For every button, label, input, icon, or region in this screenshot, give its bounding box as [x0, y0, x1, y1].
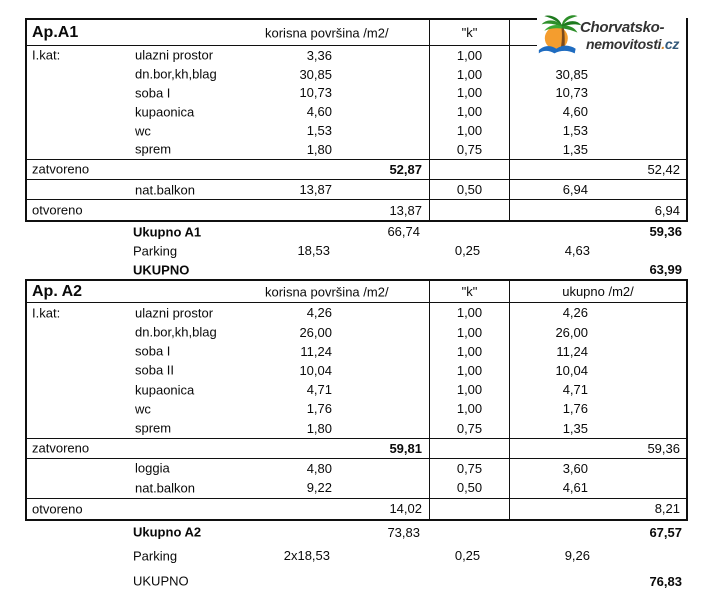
room-cell [27, 342, 429, 361]
total-cell [510, 84, 686, 103]
grand-total-label: UKUPNO [133, 262, 190, 278]
zatvoreno-cell [27, 439, 429, 458]
grand-total-label: UKUPNO [133, 573, 189, 589]
parking-area: 18,53 [297, 243, 330, 259]
grand-total-cell [25, 260, 427, 279]
ukupno-label: Ukupno A1 [133, 224, 202, 240]
a2-k-header-cell [429, 281, 510, 302]
otvoreno-area: 13,87 [389, 202, 422, 218]
area-value: 13,87 [299, 182, 332, 198]
k-cell [429, 459, 510, 479]
logo-line2-main: nemovitosti [586, 35, 662, 52]
area-value: 10,04 [299, 362, 332, 378]
area-value: 30,85 [299, 66, 332, 82]
k-cell [429, 46, 510, 65]
k-cell [427, 241, 508, 260]
total-value: 11,24 [556, 343, 588, 359]
table-row [27, 342, 686, 361]
parking-total: 4,63 [564, 243, 590, 259]
area-value: 3,36 [306, 47, 332, 63]
apartment-a2-table [25, 279, 688, 520]
zatvoreno-total: 59,36 [647, 440, 680, 456]
k-value: 0,75 [456, 141, 483, 157]
room-cell [27, 46, 429, 65]
total-value: 3,60 [562, 460, 588, 476]
ukupno-area: 66,74 [387, 224, 420, 240]
k-value: 1,00 [456, 47, 483, 63]
a2-parking-row [25, 544, 688, 568]
table-row [27, 322, 686, 341]
room-name: ulazni prostor [135, 47, 214, 63]
zatvoreno-cell [27, 160, 429, 179]
room-name: nat.balkon [135, 480, 195, 496]
otvoreno-total: 8,21 [654, 501, 680, 517]
a2-header-row [27, 281, 686, 303]
room-name: loggia [135, 460, 170, 476]
room-cell [27, 399, 429, 418]
k-value: 1,00 [456, 123, 483, 139]
total-cell [510, 499, 686, 519]
total-value: 4,71 [562, 382, 588, 398]
k-cell [429, 322, 510, 341]
room-name: sprem [135, 141, 172, 157]
parking-total: 9,26 [564, 548, 590, 564]
logo-line1: Chorvatsko- [580, 18, 665, 36]
k-cell [429, 342, 510, 361]
k-cell [429, 200, 510, 220]
total-value: 4,26 [562, 305, 588, 321]
total-cell [510, 200, 686, 220]
k-cell [429, 499, 510, 519]
a1-zatvoreno-row [27, 159, 686, 180]
a1-k-header: "k" [461, 25, 478, 40]
room-cell [27, 121, 429, 140]
total-value: 1,53 [562, 123, 588, 139]
a1-grand-total-row [25, 260, 688, 279]
zatvoreno-area: 52,87 [389, 161, 422, 177]
area-value: 4,80 [306, 460, 332, 476]
k-value: 0,75 [456, 420, 483, 436]
total-value: 10,73 [555, 85, 588, 101]
a1-ukupno-row [25, 222, 688, 241]
room-cell [27, 65, 429, 84]
table-row [27, 303, 686, 322]
area-value: 26,00 [299, 324, 332, 340]
room-name: soba I [135, 85, 171, 101]
total-value: 4,60 [562, 104, 588, 120]
total-value: 26,00 [555, 324, 588, 340]
total-cell [510, 459, 686, 479]
area-table-sheet [25, 18, 688, 595]
k-cell [429, 121, 510, 140]
room-cell [27, 361, 429, 380]
parking-k: 0,25 [454, 243, 481, 259]
total-value: 6,94 [562, 182, 588, 198]
logo-line2-tld: cz [664, 35, 680, 52]
total-cell [510, 478, 686, 498]
k-value: 1,00 [456, 362, 483, 378]
grand-total-value: 63,99 [649, 262, 682, 278]
k-value: 1,00 [456, 324, 483, 340]
ukupno-total: 59,36 [649, 224, 682, 240]
k-cell [429, 380, 510, 399]
room-name: ulazni prostor [135, 305, 214, 321]
k-value: 1,00 [456, 401, 483, 417]
room-cell [27, 102, 429, 121]
parking-k: 0,25 [454, 548, 481, 564]
total-cell [510, 439, 686, 458]
k-value: 1,00 [456, 104, 483, 120]
area-value: 1,80 [306, 141, 332, 157]
room-name: soba I [135, 343, 171, 359]
a1-title-cell [27, 20, 429, 45]
k-cell [429, 418, 510, 437]
logo-line2 [580, 36, 679, 52]
room-cell [27, 380, 429, 399]
total-value: 1,35 [562, 141, 588, 157]
k-cell [429, 439, 510, 458]
a1-title: Ap.A1 [32, 23, 79, 41]
k-value: 0,75 [456, 460, 483, 476]
a2-k-header: "k" [461, 284, 478, 300]
area-value: 1,76 [306, 401, 332, 417]
table-row [27, 102, 686, 121]
total-cell [508, 544, 688, 568]
table-row [27, 84, 686, 103]
parking-cell [25, 241, 427, 260]
room-cell [27, 303, 429, 322]
total-cell [508, 521, 688, 544]
parking-label: Parking [133, 243, 178, 259]
room-name: kupaonica [135, 382, 195, 398]
otvoreno-label: otvoreno [32, 501, 83, 517]
room-cell [27, 478, 429, 498]
total-cell [508, 568, 688, 595]
total-cell [510, 160, 686, 179]
total-cell [510, 102, 686, 121]
k-value: 1,00 [456, 66, 483, 82]
k-value: 1,00 [456, 85, 483, 101]
a2-total-header: ukupno /m2/ [562, 284, 634, 300]
room-name: kupaonica [135, 104, 195, 120]
chorvatsko-nemovitosti-logo [537, 12, 686, 59]
zatvoreno-total: 52,42 [647, 161, 680, 177]
grand-total-cell [25, 568, 427, 595]
a2-area-header: korisna površina /m2/ [265, 284, 389, 300]
a1-area-header: korisna površina /m2/ [265, 25, 389, 40]
k-value: 1,00 [456, 382, 483, 398]
k-cell [429, 303, 510, 322]
area-value: 1,53 [306, 123, 332, 139]
total-value: 10,04 [555, 362, 588, 378]
total-cell [508, 260, 688, 279]
k-cell [429, 180, 510, 200]
zatvoreno-label: zatvoreno [32, 161, 90, 177]
total-cell [510, 361, 686, 380]
total-cell [510, 65, 686, 84]
room-name: dn.bor,kh,blag [135, 324, 217, 340]
area-value: 9,22 [306, 480, 332, 496]
area-value: 4,60 [306, 104, 332, 120]
k-value: 0,50 [456, 480, 483, 496]
k-cell [427, 260, 508, 279]
total-cell [510, 121, 686, 140]
k-cell [427, 544, 508, 568]
a1-parking-row [25, 241, 688, 260]
area-value: 1,80 [306, 420, 332, 436]
room-cell [27, 140, 429, 159]
k-cell [429, 65, 510, 84]
area-value: 4,71 [306, 382, 332, 398]
k-value: 1,00 [456, 343, 483, 359]
k-cell [429, 399, 510, 418]
otvoreno-cell [27, 499, 429, 519]
k-cell [429, 478, 510, 498]
area-value: 10,73 [299, 85, 332, 101]
grand-total-value: 76,83 [649, 573, 682, 589]
a2-title-cell [27, 281, 429, 302]
room-cell [27, 84, 429, 103]
a2-title: Ap. A2 [32, 282, 83, 300]
table-row [27, 121, 686, 140]
k-value: 1,00 [456, 305, 483, 321]
k-cell [429, 160, 510, 179]
area-value: 4,26 [306, 305, 332, 321]
zatvoreno-label: zatvoreno [32, 440, 90, 456]
a2-ukupno-row [25, 521, 688, 544]
k-cell [429, 102, 510, 121]
palm-tree-icon [537, 13, 583, 59]
room-name: nat.balkon [135, 182, 195, 198]
total-value: 30,85 [555, 66, 588, 82]
room-name: wc [135, 401, 151, 417]
a2-otvoreno-row [27, 498, 686, 519]
total-cell [508, 241, 688, 260]
ukupno-cell [25, 222, 427, 241]
parking-area: 2x18,53 [283, 548, 330, 564]
k-cell [429, 140, 510, 159]
total-cell [510, 140, 686, 159]
k-cell [427, 521, 508, 544]
table-row [27, 478, 686, 498]
otvoreno-cell [27, 200, 429, 220]
room-cell [27, 418, 429, 437]
total-cell [510, 380, 686, 399]
total-cell [510, 303, 686, 322]
otvoreno-total: 6,94 [654, 202, 680, 218]
room-cell [27, 322, 429, 341]
ukupno-label: Ukupno A2 [133, 524, 202, 540]
room-name: wc [135, 123, 151, 139]
logo-line2-dot: . [661, 35, 665, 52]
area-value: 11,24 [300, 343, 332, 359]
otvoreno-area: 14,02 [389, 501, 422, 517]
k-cell [429, 361, 510, 380]
table-row [27, 140, 686, 159]
total-value: 4,61 [562, 480, 588, 496]
table-row [27, 180, 686, 200]
floor-label: I.kat: [32, 47, 61, 63]
parking-label: Parking [133, 548, 178, 564]
otvoreno-label: otvoreno [32, 202, 83, 218]
total-value: 1,35 [562, 420, 588, 436]
a2-total-header-cell [510, 281, 686, 302]
total-cell [510, 322, 686, 341]
zatvoreno-area: 59,81 [389, 440, 422, 456]
room-name: dn.bor,kh,blag [135, 66, 217, 82]
total-cell [510, 342, 686, 361]
parking-cell [25, 544, 427, 568]
total-value: 1,76 [562, 401, 588, 417]
floor-label: I.kat: [32, 305, 61, 321]
k-value: 0,50 [456, 182, 483, 198]
a2-zatvoreno-row [27, 438, 686, 459]
ukupno-area: 73,83 [387, 524, 420, 540]
ukupno-total: 67,57 [649, 524, 682, 540]
room-cell [27, 459, 429, 479]
k-cell [429, 84, 510, 103]
room-name: soba II [135, 362, 175, 378]
total-cell [508, 222, 688, 241]
k-cell [427, 222, 508, 241]
table-row [27, 65, 686, 84]
table-row [27, 399, 686, 418]
total-cell [510, 180, 686, 200]
table-row [27, 380, 686, 399]
total-cell [510, 418, 686, 437]
logo-text [580, 20, 679, 52]
a2-grand-total-row [25, 568, 688, 595]
ukupno-cell [25, 521, 427, 544]
table-row [27, 459, 686, 479]
a1-k-header-cell [429, 20, 510, 45]
table-row [27, 361, 686, 380]
a1-otvoreno-row [27, 199, 686, 220]
room-name: sprem [135, 420, 172, 436]
table-row [27, 418, 686, 437]
k-cell [427, 568, 508, 595]
room-cell [27, 180, 429, 200]
total-cell [510, 399, 686, 418]
